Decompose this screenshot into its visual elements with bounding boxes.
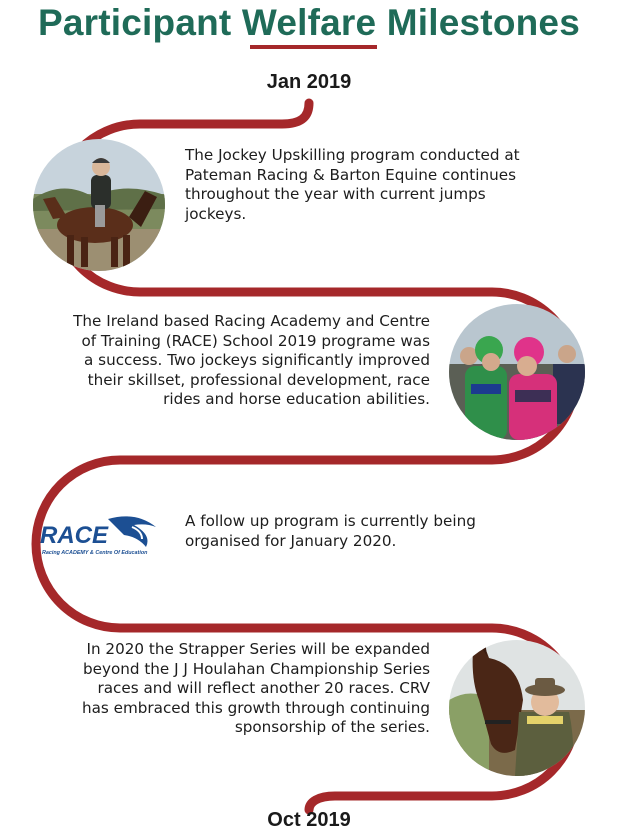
jockeys-celebrating-photo xyxy=(449,304,585,440)
milestone-2-text: The Ireland based Racing Academy and Centre of Training (RACE) School 2019 programe was a success. Two jockeys significantly improved their skillset, professional development, race rides and horse education abilities. xyxy=(73,312,430,409)
milestone-4-text: In 2020 the Strapper Series will be expanded beyond the J J Houlahan Championship Series races and will reflect another 20 races. CRV has embraced this growth through continuing sponsorship of the series. xyxy=(81,640,430,737)
race-logo-wordmark: RACE xyxy=(40,522,109,549)
strapper-with-horse-photo xyxy=(449,640,585,776)
milestone-3-text: A follow up program is currently being organised for January 2020. xyxy=(185,512,476,550)
start-date: Jan 2019 xyxy=(266,71,352,93)
jockey-on-horse-photo xyxy=(33,139,165,271)
milestone-1-text: The Jockey Upskilling program conducted at Pateman Racing & Barton Equine continues throughout the year with current jumps jockeys. xyxy=(185,146,520,223)
race-logo xyxy=(38,513,160,561)
end-date: Oct 2019 xyxy=(267,809,351,831)
race-logo-tagline: Racing ACADEMY & Centre Of Education xyxy=(42,550,148,556)
page-title: Participant Welfare Milestones xyxy=(38,2,580,43)
